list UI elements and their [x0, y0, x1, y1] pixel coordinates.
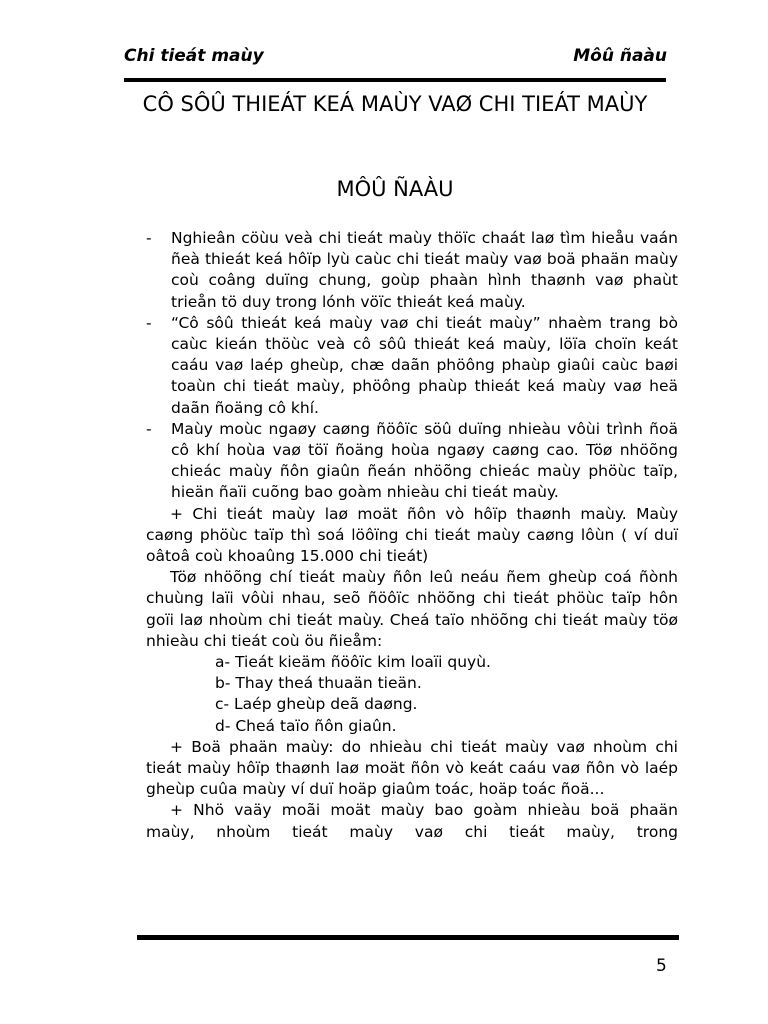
bullet-text: Nghieân cöùu veà chi tieát maùy thöïc chaát laø tìm hieåu vaán ñeà thieát keá hôïp lyù caùc chi tieát maùy vaø boä phaän maùy coù coâng duïng chung, goùp phaàn hình thaønh vaø phaùt trieån tö duy trong lónh vöïc thieát keá maùy. [171, 229, 678, 311]
page-number: 5 [656, 956, 667, 976]
footer-rule [137, 935, 679, 940]
bullet-text: “Cô sôû thieát keá maùy vaø chi tieát maùy” nhaèm trang bò caùc kieán thöùc veà cô sôû thieát keá maùy, löïa choïn keát caáu vaø laép gheùp, chæ daãn phöông phaùp giaûi caùc baøi toaùn chi tieát maùy, phöông phaùp thieát keá maùy vaø heä daãn ñoäng cô khí. [171, 313, 678, 417]
page-header-right: Môû ñaàu [573, 46, 667, 66]
advantage-item: a- Tieát kieäm ñöôïc kim loaïi quyù. [215, 653, 491, 672]
bullet-dash: - [146, 313, 152, 332]
advantage-item: d- Cheá taïo ñôn giaûn. [215, 716, 397, 735]
advantage-item: b- Thay theá thuaän tieän. [215, 674, 422, 693]
paragraph: + Boä phaän maùy: do nhieàu chi tieát maùy vaø nhoùm chi tieát maùy hôïp thaønh laø moät ñôn vò keát caáu vaø ñôn vò laép gheùp cuûa maùy ví duï hoäp giaûm toác, hoäp toác ñoä... [146, 737, 678, 799]
paragraph: Töø nhöõng chí tieát maùy ñôn leû neáu ñem gheùp coá ñònh chuùng laïi vôùi nhau, seõ ñöôïc nhöõng chi tieát phöùc taïp hôn goïi laø nhoùm chi tieát maùy. Cheá taïo nhöõng chi tieát maùy töø nhieàu chi tieát coù öu ñieåm: [146, 568, 678, 650]
page-title: CÔ SÔÛ THIEÁT KEÁ MAÙY VAØ CHI TIEÁT MAÙY [142, 92, 648, 116]
page-header-left: Chi tieát maùy [124, 46, 264, 66]
bullet-dash: - [146, 419, 152, 438]
header-rule [124, 78, 666, 82]
bullet-dash: - [146, 229, 152, 247]
body-text [146, 228, 678, 843]
bullet-item [146, 419, 678, 504]
advantage-item: c- Laép gheùp deã daøng. [215, 695, 418, 714]
bullet-item [146, 228, 678, 313]
bullet-text: Maùy moùc ngaøy caøng ñöôïc söû duïng nhieàu vôùi trình ñoä cô khí hoùa vaø töï ñoäng hoùa ngaøy caøng cao. Töø nhöõng chieác maùy ñôn giaûn ñeán nhöõng chieác maùy phöùc taïp, hieän ñaïi cuõng bao goàm nhieàu chi tieát maùy. [171, 419, 678, 502]
paragraph: + Nhö vaäy moãi moät maùy bao goàm nhieàu boä phaän maùy, nhoùm tieát maùy vaø chi tieát maùy, trong [146, 801, 678, 841]
bullet-item [146, 313, 678, 419]
section-subtitle: MÔÛ ÑAÀU [336, 177, 454, 201]
paragraph: + Chi tieát maùy laø moät ñôn vò hôïp thaønh maùy. Maùy caøng phöùc taïp thì soá löôïng chi tieát maùy caøng lôùn ( ví duï oâtoâ coù khoaûng 15.000 chi tieát) [146, 504, 678, 566]
